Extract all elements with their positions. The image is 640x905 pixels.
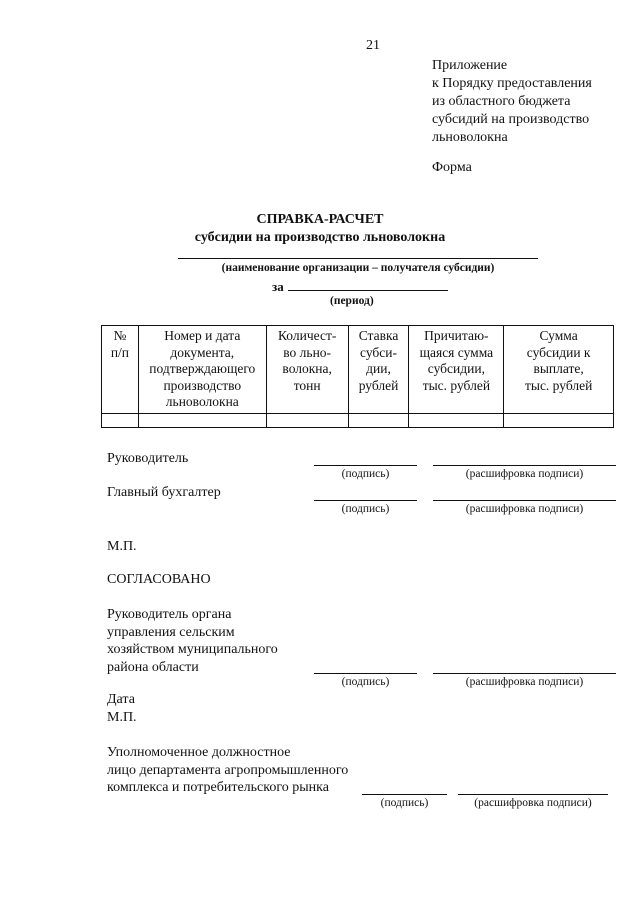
table-cell[interactable] xyxy=(504,413,614,427)
authorized-signature-caption: (подпись) xyxy=(380,797,429,809)
authorized-signature-line[interactable] xyxy=(362,794,447,795)
municipal-decode-line[interactable] xyxy=(433,673,616,674)
head-decode-line[interactable] xyxy=(433,465,616,466)
header-line: выплате, xyxy=(533,361,584,376)
accountant-decode-line[interactable] xyxy=(433,500,616,501)
header-document xyxy=(138,326,266,414)
header-line: субсидии, xyxy=(427,361,485,376)
head-decode-caption: (расшифровка подписи) xyxy=(465,468,584,480)
authorized-decode-caption: (расшифровка подписи) xyxy=(474,797,592,809)
organization-caption: (наименование организации – получателя субсидии) xyxy=(221,262,495,274)
municipal-signature-caption: (подпись) xyxy=(341,676,390,688)
header-line: во льно- xyxy=(283,344,332,360)
calculation-table xyxy=(101,325,614,428)
municipal-head-line: района области xyxy=(107,659,199,675)
header-due-amount xyxy=(409,326,504,414)
table-cell[interactable] xyxy=(348,413,409,427)
head-signature-line[interactable] xyxy=(314,465,417,466)
stamp-place-label-2: М.П. xyxy=(107,710,137,725)
appendix-line: из областного бюджета xyxy=(432,94,571,109)
header-line: п/п xyxy=(110,344,130,360)
head-signature-caption: (подпись) xyxy=(341,468,390,480)
municipal-head-line: Руководитель органа xyxy=(107,607,232,622)
accountant-decode-caption: (расшифровка подписи) xyxy=(465,503,584,515)
period-caption: (период) xyxy=(330,295,374,307)
header-line: субсидии к xyxy=(526,344,591,360)
agreed-label: СОГЛАСОВАНО xyxy=(107,572,211,587)
header-line: Номер и дата xyxy=(164,328,241,343)
header-line: субси- xyxy=(360,344,398,360)
document-title: СПРАВКА-РАСЧЕТ xyxy=(256,212,384,227)
period-prefix: за xyxy=(272,279,284,294)
header-line: документа, xyxy=(170,344,235,360)
appendix-block xyxy=(432,57,592,147)
date-label: Дата xyxy=(107,692,135,707)
table-cell[interactable] xyxy=(409,413,504,427)
header-line: Сумма xyxy=(539,328,578,343)
authorized-line: Уполномоченное должностное xyxy=(107,745,291,760)
header-line: тыс. рублей xyxy=(422,377,491,393)
header-line: № xyxy=(113,328,127,343)
header-rate xyxy=(348,326,409,414)
header-line: Причитаю- xyxy=(424,328,489,343)
accountant-signature-caption: (подпись) xyxy=(341,503,390,515)
stamp-place-label: М.П. xyxy=(107,539,137,554)
header-quantity xyxy=(266,326,348,414)
table-cell[interactable] xyxy=(266,413,348,427)
table-cell[interactable] xyxy=(138,413,266,427)
header-line: волокна, xyxy=(282,361,332,376)
accountant-label: Главный бухгалтер xyxy=(107,485,221,500)
header-line: рублей xyxy=(358,377,399,393)
header-line: тонн xyxy=(293,377,321,393)
header-line: дии, xyxy=(366,361,391,376)
authorized-official-block xyxy=(107,744,348,797)
authorized-line: комплекса и потребительского рынка xyxy=(107,780,329,795)
header-line: производство xyxy=(163,377,242,393)
header-line: Количест- xyxy=(277,328,337,343)
appendix-line: к Порядку предоставления xyxy=(432,76,592,91)
header-line: льноволокна xyxy=(165,394,239,409)
header-payment-amount xyxy=(504,326,614,414)
municipal-signature-line[interactable] xyxy=(314,673,417,674)
appendix-line: льноволокна xyxy=(432,130,508,145)
head-label: Руководитель xyxy=(107,451,189,466)
form-label: Форма xyxy=(432,160,472,175)
header-line: тыс. рублей xyxy=(524,377,593,393)
table-cell[interactable] xyxy=(102,413,139,427)
page-number: 21 xyxy=(366,38,380,53)
document-subtitle: субсидии на производство льноволокна xyxy=(194,230,446,245)
accountant-signature-line[interactable] xyxy=(314,500,417,501)
period-row xyxy=(272,279,448,295)
authorized-line: лицо департамента агропромышленного xyxy=(107,762,349,778)
header-line: щаяся сумма xyxy=(419,344,494,360)
authorized-decode-line[interactable] xyxy=(458,794,608,795)
organization-name-line xyxy=(178,258,538,259)
municipal-head-block xyxy=(107,606,278,676)
municipal-head-line: хозяйством муниципального xyxy=(107,642,278,657)
header-line: Ставка xyxy=(358,328,399,343)
header-line: подтверждающего xyxy=(149,361,256,376)
period-line xyxy=(288,279,448,291)
header-number xyxy=(102,326,139,414)
appendix-line: Приложение xyxy=(432,58,508,73)
municipal-head-line: управления сельским xyxy=(107,624,235,640)
appendix-line: субсидий на производство xyxy=(432,112,590,127)
table-row xyxy=(102,413,614,427)
municipal-decode-caption: (расшифровка подписи) xyxy=(465,676,584,688)
table-header-row xyxy=(102,326,614,414)
